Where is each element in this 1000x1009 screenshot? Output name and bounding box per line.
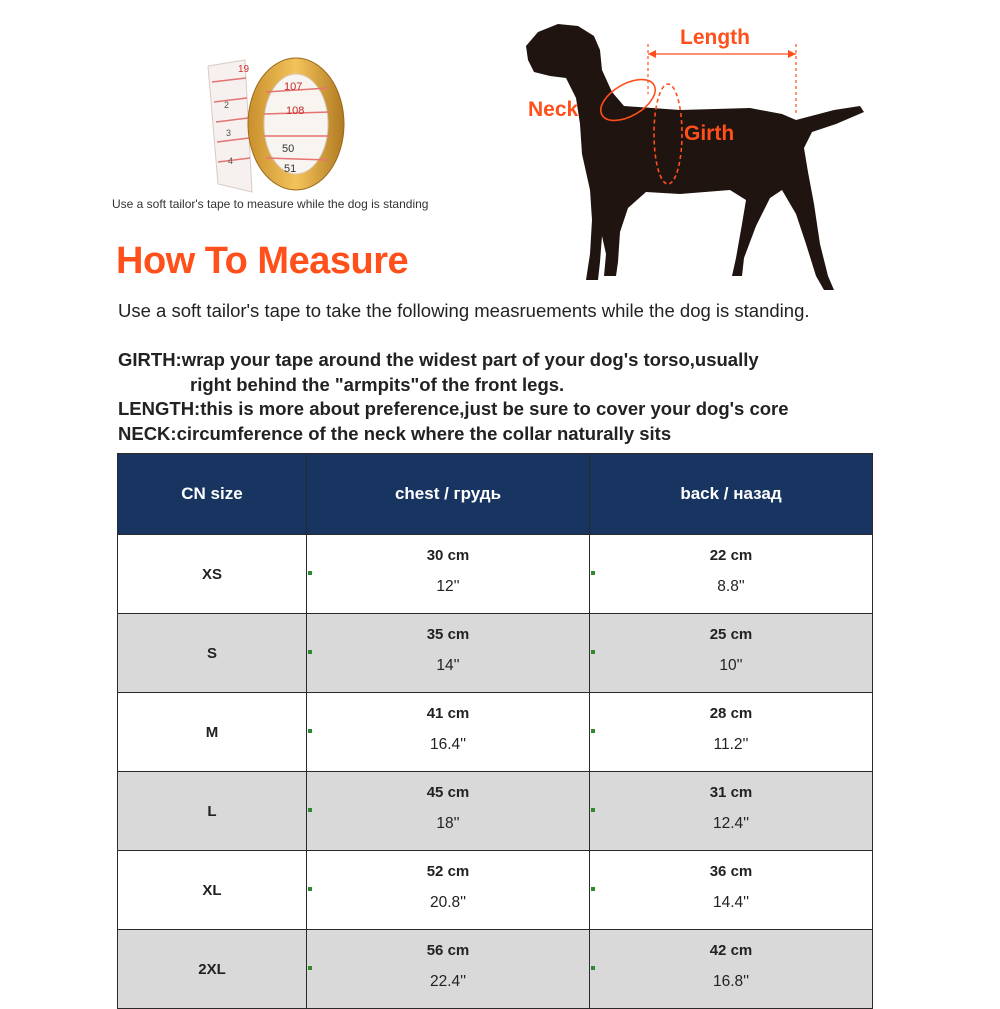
back-cm: 22 cm bbox=[709, 546, 753, 564]
cell-marker bbox=[308, 808, 312, 812]
back-cm: 25 cm bbox=[709, 625, 753, 643]
cell-marker bbox=[308, 729, 312, 733]
size-cell: 2XL bbox=[118, 930, 307, 1009]
chest-inch: 18'' bbox=[436, 814, 460, 832]
girth-instruction-cont: right behind the "armpits"of the front legs. bbox=[190, 373, 565, 395]
tape-number: 51 bbox=[284, 163, 297, 175]
chest-cm: 30 cm bbox=[426, 546, 470, 564]
chest-cm: 52 cm bbox=[426, 862, 470, 880]
chest-inch: 14'' bbox=[436, 656, 460, 674]
measuring-tape-icon bbox=[200, 52, 350, 197]
dog-silhouette-icon bbox=[520, 14, 880, 299]
neck-label: Neck bbox=[528, 98, 579, 121]
cell-marker bbox=[591, 729, 595, 733]
cell-marker bbox=[591, 887, 595, 891]
col-header-size: CN size bbox=[118, 454, 307, 535]
chest-cell bbox=[307, 930, 590, 1009]
chest-cm: 45 cm bbox=[426, 783, 470, 801]
table-header-row bbox=[118, 454, 873, 535]
table-row bbox=[118, 535, 873, 614]
back-cell bbox=[590, 851, 873, 930]
chest-cell bbox=[307, 851, 590, 930]
chest-cm: 41 cm bbox=[426, 704, 470, 722]
back-inch: 10'' bbox=[719, 656, 743, 674]
tape-number: 107 bbox=[284, 81, 303, 93]
tape-number: 108 bbox=[286, 105, 305, 117]
tape-number: 2 bbox=[224, 100, 230, 110]
back-cell bbox=[590, 930, 873, 1009]
cell-marker bbox=[308, 571, 312, 575]
back-cell bbox=[590, 614, 873, 693]
tape-number: 3 bbox=[226, 128, 232, 138]
girth-label: Girth bbox=[684, 122, 735, 145]
table-row bbox=[118, 851, 873, 930]
chest-cm: 35 cm bbox=[426, 625, 470, 643]
chest-cell bbox=[307, 614, 590, 693]
col-header-chest: chest / грудь bbox=[307, 454, 590, 535]
chest-inch: 16.4'' bbox=[429, 735, 467, 753]
girth-instruction: GIRTH:wrap your tape around the widest part of your dog's torso,usually bbox=[118, 349, 759, 370]
cell-marker bbox=[308, 887, 312, 891]
cell-marker bbox=[591, 650, 595, 654]
chest-cell bbox=[307, 693, 590, 772]
length-instruction: LENGTH:this is more about preference,just be sure to cover your dog's core bbox=[118, 398, 789, 419]
chest-cm: 56 cm bbox=[426, 941, 470, 959]
intro-text: Use a soft tailor's tape to take the following measruements while the dog is standing. bbox=[118, 300, 810, 321]
size-table bbox=[117, 453, 873, 1009]
chest-cell bbox=[307, 535, 590, 614]
back-cm: 28 cm bbox=[709, 704, 753, 722]
back-cm: 42 cm bbox=[709, 941, 753, 959]
chest-inch: 12'' bbox=[436, 577, 460, 595]
size-cell: XS bbox=[118, 535, 307, 614]
tape-number: 4 bbox=[228, 156, 234, 166]
table-row bbox=[118, 930, 873, 1009]
cell-marker bbox=[308, 650, 312, 654]
back-cell bbox=[590, 535, 873, 614]
cell-marker bbox=[591, 571, 595, 575]
instructions bbox=[118, 348, 978, 446]
back-inch: 8.8'' bbox=[717, 577, 745, 595]
size-cell: L bbox=[118, 772, 307, 851]
chest-cell bbox=[307, 772, 590, 851]
back-cell bbox=[590, 772, 873, 851]
page-title: How To Measure bbox=[116, 240, 409, 282]
col-header-back: back / назад bbox=[590, 454, 873, 535]
back-cm: 36 cm bbox=[709, 862, 753, 880]
size-cell: S bbox=[118, 614, 307, 693]
tape-caption: Use a soft tailor's tape to measure while the dog is standing bbox=[112, 197, 429, 211]
back-cm: 31 cm bbox=[709, 783, 753, 801]
table-row bbox=[118, 614, 873, 693]
back-cell bbox=[590, 693, 873, 772]
tape-number: 50 bbox=[282, 143, 295, 155]
back-inch: 11.2'' bbox=[713, 735, 749, 753]
table-row bbox=[118, 772, 873, 851]
size-cell: M bbox=[118, 693, 307, 772]
back-inch: 12.4'' bbox=[712, 814, 750, 832]
chest-inch: 20.8'' bbox=[429, 893, 467, 911]
tape-number: 19 bbox=[238, 64, 250, 75]
neck-instruction: NECK:circumference of the neck where the collar naturally sits bbox=[118, 422, 672, 444]
back-inch: 14.4'' bbox=[712, 893, 750, 911]
cell-marker bbox=[591, 808, 595, 812]
cell-marker bbox=[308, 966, 312, 970]
back-inch: 16.8'' bbox=[712, 972, 750, 990]
table-row bbox=[118, 693, 873, 772]
length-label: Length bbox=[680, 26, 750, 49]
chest-inch: 22.4'' bbox=[429, 972, 467, 990]
size-cell: XL bbox=[118, 851, 307, 930]
cell-marker bbox=[591, 966, 595, 970]
